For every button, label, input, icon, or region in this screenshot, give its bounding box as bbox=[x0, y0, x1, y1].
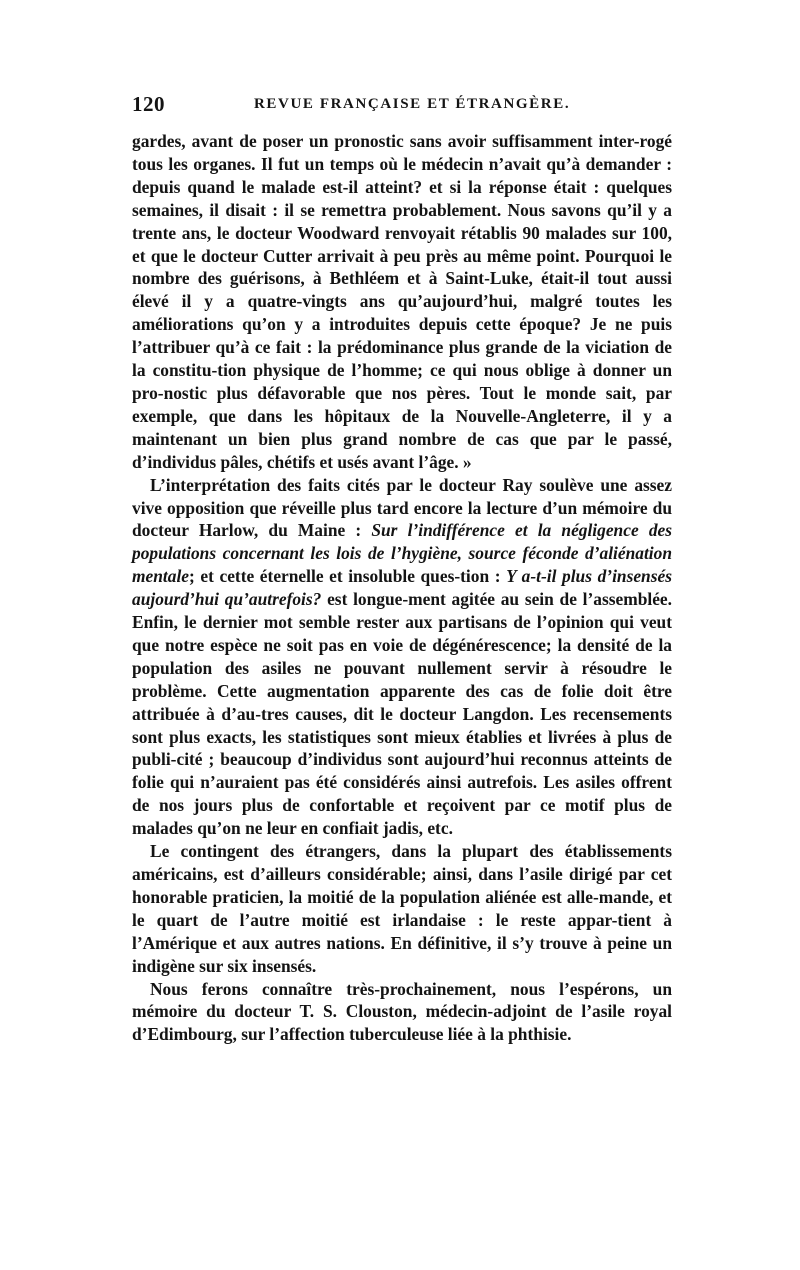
body-text bbox=[132, 130, 672, 1046]
text-run: gardes, avant de poser un pronostic sans avoir suffisamment inter-rogé tous les organes. Il fut un temps où le médecin n’avait qu’à demander : depuis quand le malade est-il atteint? et si la réponse était : quelques semaines, il disait : il se remettra probablement. Nous savons qu’il y a trente ans, le docteur Woodward renvoyait rétablis 90 malades sur 100, et que le docteur Cutter arrivait à peu près au même point. Pourquoi le nombre des guérisons, à Bethléem et à Saint-Luke, était-il tout aussi élevé il y a quatre-vingts ans qu’aujourd’hui, malgré toutes les améliorations qu’on y a introduites depuis cette époque? Je ne puis l’attribuer qu’à ce fait : la prédominance plus grande de la viciation de la constitu-tion physique de l’homme; ce qui nous oblige à donner un pro-nostic plus défavorable que nos pères. Tout le monde sait, par exemple, que dans les hôpitaux de la Nouvelle-Angleterre, il y a maintenant un bien plus grand nombre de cas que par le passé, d’individus pâles, chétifs et usés avant l’âge. » bbox=[132, 131, 672, 472]
text-run: L’interprétation des faits cités par le docteur Ray soulève une assez vive opposition que réveille plus tard encore la lecture d’un mémoire du docteur Harlow, du Maine : bbox=[132, 474, 672, 541]
paragraph bbox=[132, 474, 672, 841]
text-run: Le contingent des étrangers, dans la plupart des établissements américains, est d’ailleurs considérable; ainsi, dans l’asile dirigé par cet honorable praticien, la moitié de la population aliénée est alle-mande, et le quart de l’autre moitié est irlandaise : le reste appar-tient à l’Amérique et aux autres nations. En définitive, il s’y trouve à peine un indigène sur six insensés. bbox=[132, 841, 672, 976]
text-run: est longue-ment agitée au sein de l’assemblée. Enfin, le dernier mot semble rester aux partisans de l’opinion qui veut que notre espèce ne soit pas en voie de dégénérescence; la densité de la population des asiles ne pouvant nullement servir à résoudre le problème. Cette augmentation apparente des cas de folie doit être attribuée à d’au-tres causes, dit le docteur Langdon. Les recensements sont plus exacts, les statistiques sont mieux établies et livrées à plus de publi-cité ; beaucoup d’individus sont aujourd’hui reconnus atteints de folie qui n’auraient pas été considérés ainsi autrefois. Les asiles offrent de nos jours plus de confortable et reçoivent par ce motif plus de malades qu’on ne leur en confiait jadis, etc. bbox=[132, 589, 673, 839]
italic-question-run: Y a-t-il plus d’insensés aujourd’hui qu’autrefois? bbox=[132, 566, 672, 610]
paragraph bbox=[132, 978, 672, 1047]
book-page bbox=[132, 92, 672, 1046]
paragraph bbox=[132, 840, 672, 977]
text-run: ; et cette éternelle et insoluble ques-tion : bbox=[189, 566, 507, 587]
italic-title-run: Sur l’indifférence et la négligence des populations concernant les lois de l’hygiène, source féconde d’aliénation mentale bbox=[132, 520, 673, 587]
running-header bbox=[132, 92, 672, 122]
page-number: 120 bbox=[132, 92, 165, 116]
paragraph bbox=[132, 130, 672, 474]
text-run: Nous ferons connaître très-prochainement, nous l’espérons, un mémoire du docteur T. S. Clouston, médecin-adjoint de l’asile royal d’Edimbourg, sur l’affection tuberculeuse liée à la phthisie. bbox=[132, 978, 672, 1045]
journal-title: REVUE FRANÇAISE ET ÉTRANGÈRE. bbox=[254, 96, 571, 112]
